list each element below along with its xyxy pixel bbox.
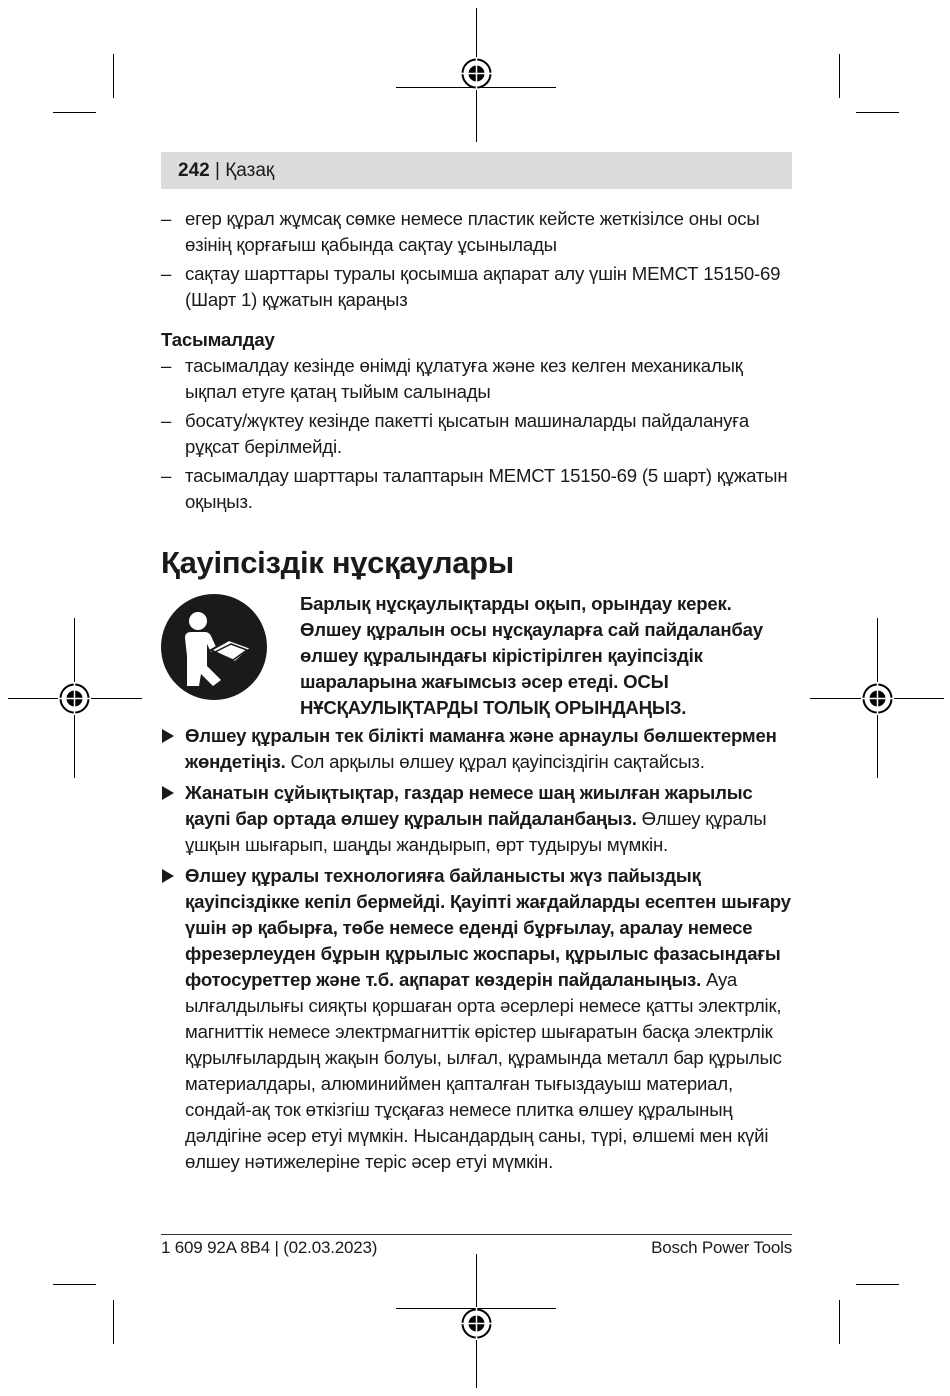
item-text: Ауа ылғалдылығы сияқты қоршаған орта әсерлері немесе қатты электрлік, магниттік немесе электрмагниттік өрістер шығаратын басқа электрлік құрылғылардың жақын болуы, ылғал, құрамында металл бар құрылыс материалдары, алюминиймен қапталған тығыздауыш материал, сондай-ақ ток өткізгіш тұсқағаз немесе плитка өлшеу құралының дәлдігіне әсер етуі мүмкін. Нысандардың саны, түрі, өлшемі мен күйі өлшеу нәтижелеріне теріс әсер етуі мүмкін.	[185, 969, 782, 1172]
dash-bullet: –	[161, 208, 172, 229]
dash-bullet: –	[161, 410, 172, 431]
item-bold-text: Өлшеу құралын тек білікті маманға және арнаулы бөлшектермен жөндетіңіз.	[185, 725, 777, 772]
dash-bullet: –	[161, 355, 172, 376]
crop-mark	[856, 1284, 899, 1285]
dash-bullet: –	[161, 263, 172, 284]
crop-mark	[113, 1300, 114, 1344]
dash-bullet: –	[161, 465, 172, 486]
triangle-bullet-icon	[162, 786, 174, 800]
warning-block	[161, 591, 792, 717]
list-item-text: тасымалдау шарттары талаптарын МЕМСТ 15150-69 (5 шарт) құжатын оқыңыз.	[185, 465, 788, 512]
crop-mark	[839, 54, 840, 98]
page-number: 242	[178, 160, 210, 181]
crop-mark	[113, 54, 114, 98]
item-text: Өлшеу құралы ұшқын шығарып, шаңды жандырып, өрт тудыруы мүмкін.	[185, 808, 767, 855]
header-language: Қазақ	[225, 160, 275, 181]
page-header	[161, 152, 792, 189]
footer-divider	[161, 1234, 792, 1235]
item-bold-text: Жанатын сұйықтықтар, газдар немесе шаң жиылған жарылыс қаупі бар ортада өлшеу құралын пайдаланбаңыз.	[185, 782, 753, 829]
list-item	[161, 463, 792, 515]
read-manual-icon	[161, 594, 267, 700]
crop-mark	[839, 1300, 840, 1344]
footer-brand: Bosch Power Tools	[651, 1238, 792, 1257]
list-item	[161, 723, 792, 775]
header-text	[178, 159, 274, 183]
page-content	[161, 206, 792, 1180]
crop-mark	[53, 1284, 96, 1285]
registration-mark-icon	[460, 57, 493, 90]
list-item	[161, 206, 792, 258]
item-text: Сол арқылы өлшеу құрал қауіпсіздігін сақтайсыз.	[285, 751, 705, 772]
list-item	[161, 408, 792, 460]
list-item	[161, 261, 792, 313]
transport-heading: Тасымалдау	[161, 329, 275, 350]
list-item-text: сақтау шарттары туралы қосымша ақпарат алу үшін МЕМСТ 15150-69 (Шарт 1) құжатын қараңыз	[185, 263, 781, 310]
triangle-bullet-icon	[162, 869, 174, 883]
crop-mark	[856, 112, 899, 113]
crop-mark	[53, 112, 96, 113]
registration-mark-icon	[460, 1307, 493, 1340]
registration-mark-icon	[861, 682, 894, 715]
triangle-bullet-icon	[162, 729, 174, 743]
section-title: Қауіпсіздік нұсқаулары	[161, 545, 514, 580]
footer-doc-id: 1 609 92A 8B4 | (02.03.2023)	[161, 1238, 378, 1257]
list-item	[161, 863, 792, 1175]
list-item	[161, 353, 792, 405]
list-item-text: егер құрал жұмсақ сөмке немесе пластик кейсте жеткізілсе оны осы өзінің қорғағыш қабында сақтау ұсынылады	[185, 208, 760, 255]
header-separator: |	[214, 160, 220, 181]
registration-mark-icon	[58, 682, 91, 715]
list-item	[161, 780, 792, 858]
list-item-text: босату/жүктеу кезінде пакетті қысатын машиналарды пайдалануға рұқсат берілмейді.	[185, 410, 749, 457]
list-item-text: тасымалдау кезінде өнімді құлатуға және кез келген механикалық ықпал етуге қатаң тыйым салынады	[185, 355, 743, 402]
item-bold-text: Өлшеу құралы технологияға байланысты жүз пайыздық қауіпсіздікке кепіл бермейді. Қауіпті жағдайларды есептен шығару үшін әр қабырға, төбе немесе еденді бұрғылау, аралау немесе фрезерлеуден бұрын құрылыс жоспары, құрылыс фазасындағы фотосуреттер және т.б. ақпарат көздерін пайдаланыңыз.	[185, 865, 791, 990]
warning-text: Барлық нұсқаулықтарды оқып, орындау керек. Өлшеу құралын осы нұсқауларға сай пайдаланбау өлшеу құралындағы кірістірілген қауіпсіздік шараларына жағымсыз әсер етеді. ОСЫ НҰСҚАУЛЫҚТАРДЫ ТОЛЫҚ ОРЫНДАҢЫЗ.	[300, 593, 763, 718]
